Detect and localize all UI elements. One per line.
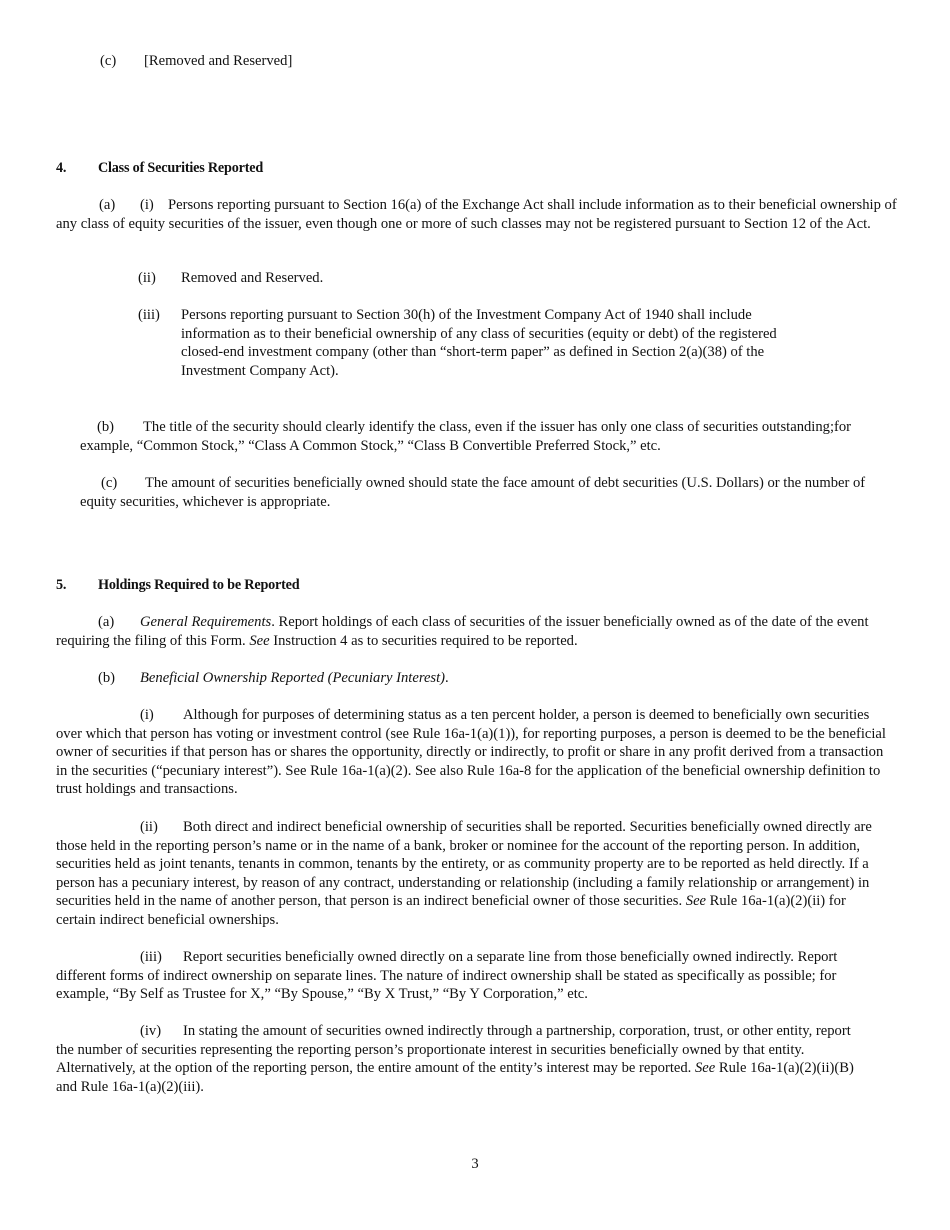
subitem-label: (iii): [138, 307, 160, 323]
subitem-label: (ii): [140, 819, 158, 835]
item-text: Report securities beneficially owned directly on a separate line from those beneficially owned indirectly. Report different forms of indirect ownership on separate lines. The nature of indirect ownership shall be stated as specifically as possible; for example, “By Self as Trustee for X,” “By Spouse,” “By X Trust,” “By Y Corporation,” etc.: [56, 949, 838, 1003]
title-period: .: [445, 670, 449, 686]
subitem-label: (i): [140, 197, 154, 213]
item-label: (c): [101, 475, 118, 491]
item-text: Although for purposes of determining status as a ten percent holder, a person is deemed to beneficially own securities over which that person has voting or investment control (see Rule 16a-1(a)(1)), for reporting purposes, a person is deemed to be the beneficial owner of securities if that person has or shares the opportunity, directly or indirectly, to profit or share in any profit derived from a transaction in the securities (“pecuniary interest”). See Rule 16a-1(a)(2). See also Rule 16a-8 for the application of the beneficial ownership definition to trust holdings and transactions.: [56, 707, 886, 798]
section-5-heading: [56, 576, 299, 595]
section-number: 5.: [56, 577, 67, 593]
section-5-b-title: [56, 669, 449, 688]
see-reference: See: [685, 893, 707, 910]
section-title: Class of Securities Reported: [98, 160, 264, 176]
subitem-label: (ii): [138, 270, 156, 286]
item-text: In stating the amount of securities owned indirectly through a partnership, corporation, trust, or other entity, report the number of securities representing the reporting person’s proportionate interest in securities beneficially owned by that entity. Alternatively, at the option of the reporting person, the entire amount of the entity’s interest may be reported.: [56, 1023, 851, 1077]
section-5-a: [56, 613, 896, 650]
section-4-heading: [56, 159, 263, 178]
see-reference: See: [249, 632, 270, 649]
section-title: Holdings Required to be Reported: [98, 577, 300, 593]
section-number: 4.: [56, 160, 67, 176]
section-4-c: [80, 474, 895, 511]
section-4-a-ii: [138, 269, 838, 289]
item-c-removed: [100, 52, 292, 71]
item-italic-title: General Requirements: [140, 614, 272, 630]
item-text: Removed and Reserved.: [181, 270, 324, 286]
item-text: Persons reporting pursuant to Section 16(a) of the Exchange Act shall include information as to their beneficial ownership of any class of equity securities of the issuer, even though one or more of such classes may not be registered pursuant to Section 12 of the Act.: [56, 197, 897, 232]
subitem-label: (iii): [140, 949, 162, 965]
section-4-b: [80, 418, 880, 455]
item-label: (a): [99, 197, 116, 213]
section-4-a-iii: [138, 306, 828, 386]
item-label: (c): [100, 53, 117, 69]
item-italic-title: Beneficial Ownership Reported (Pecuniary Interest): [140, 670, 446, 686]
item-label: (a): [98, 614, 115, 630]
subitem-label: (iv): [140, 1023, 162, 1039]
see-reference: See: [694, 1060, 716, 1077]
section-4-a-i: [56, 196, 898, 233]
item-text: Persons reporting pursuant to Section 30(h) of the Investment Company Act of 1940 shall include information as to their beneficial ownership of any class of securities (equity or debt) of the registered closed-end investment company (other than “short-term paper” as defined in Section 2(a)(38) of the Investment Company Act).: [181, 307, 777, 379]
item-text: Both direct and indirect beneficial ownership of securities shall be reported. Securities beneficially owned directly are those held in the reporting person’s name or in the name of a bank, broker or nominee for the account of the reporting person. In addition, securities held as joint tenants, tenants in common, tenants by the entirety, or as community property are to be reported as held directly. If a person has a pecuniary interest, by reason of any contract, understanding or relationship (including a family relationship or arrangement) in securities held in the name of another person, that person is an indirect beneficial owner of those securities.: [56, 819, 872, 910]
item-text: [Removed and Reserved]: [144, 53, 293, 69]
item-text: . Report holdings of each class of securities of the issuer beneficially owned as of the date of the event requiring the filing of this Form.: [56, 614, 869, 649]
item-text-end: Rule 16a-1(a)(2)(ii) for certain indirect beneficial ownerships.: [56, 893, 846, 928]
item-text-end: Instruction 4 as to securities required to be reported.: [269, 632, 578, 649]
item-text: The amount of securities beneficially owned should state the face amount of debt securities (U.S. Dollars) or the number of equity securities, whichever is appropriate.: [80, 475, 866, 510]
section-5-b-ii: [56, 818, 888, 930]
item-text-end: Rule 16a-1(a)(2)(ii)(B) and Rule 16a-1(a)(2)(iii).: [56, 1060, 854, 1095]
item-label: (b): [97, 419, 115, 435]
item-label: (b): [98, 670, 116, 686]
section-5-b-iv: [56, 1022, 868, 1096]
section-5-b-iii: [56, 948, 884, 1004]
subitem-label: (i): [140, 707, 154, 723]
item-text: The title of the security should clearly identify the class, even if the issuer has only one class of securities outstanding;for example, “Common Stock,” “Class A Common Stock,” “Class B Convertible Preferred Stock,” etc.: [80, 419, 852, 454]
section-5-b-i: [56, 706, 896, 799]
page-number: 3: [471, 1156, 479, 1172]
